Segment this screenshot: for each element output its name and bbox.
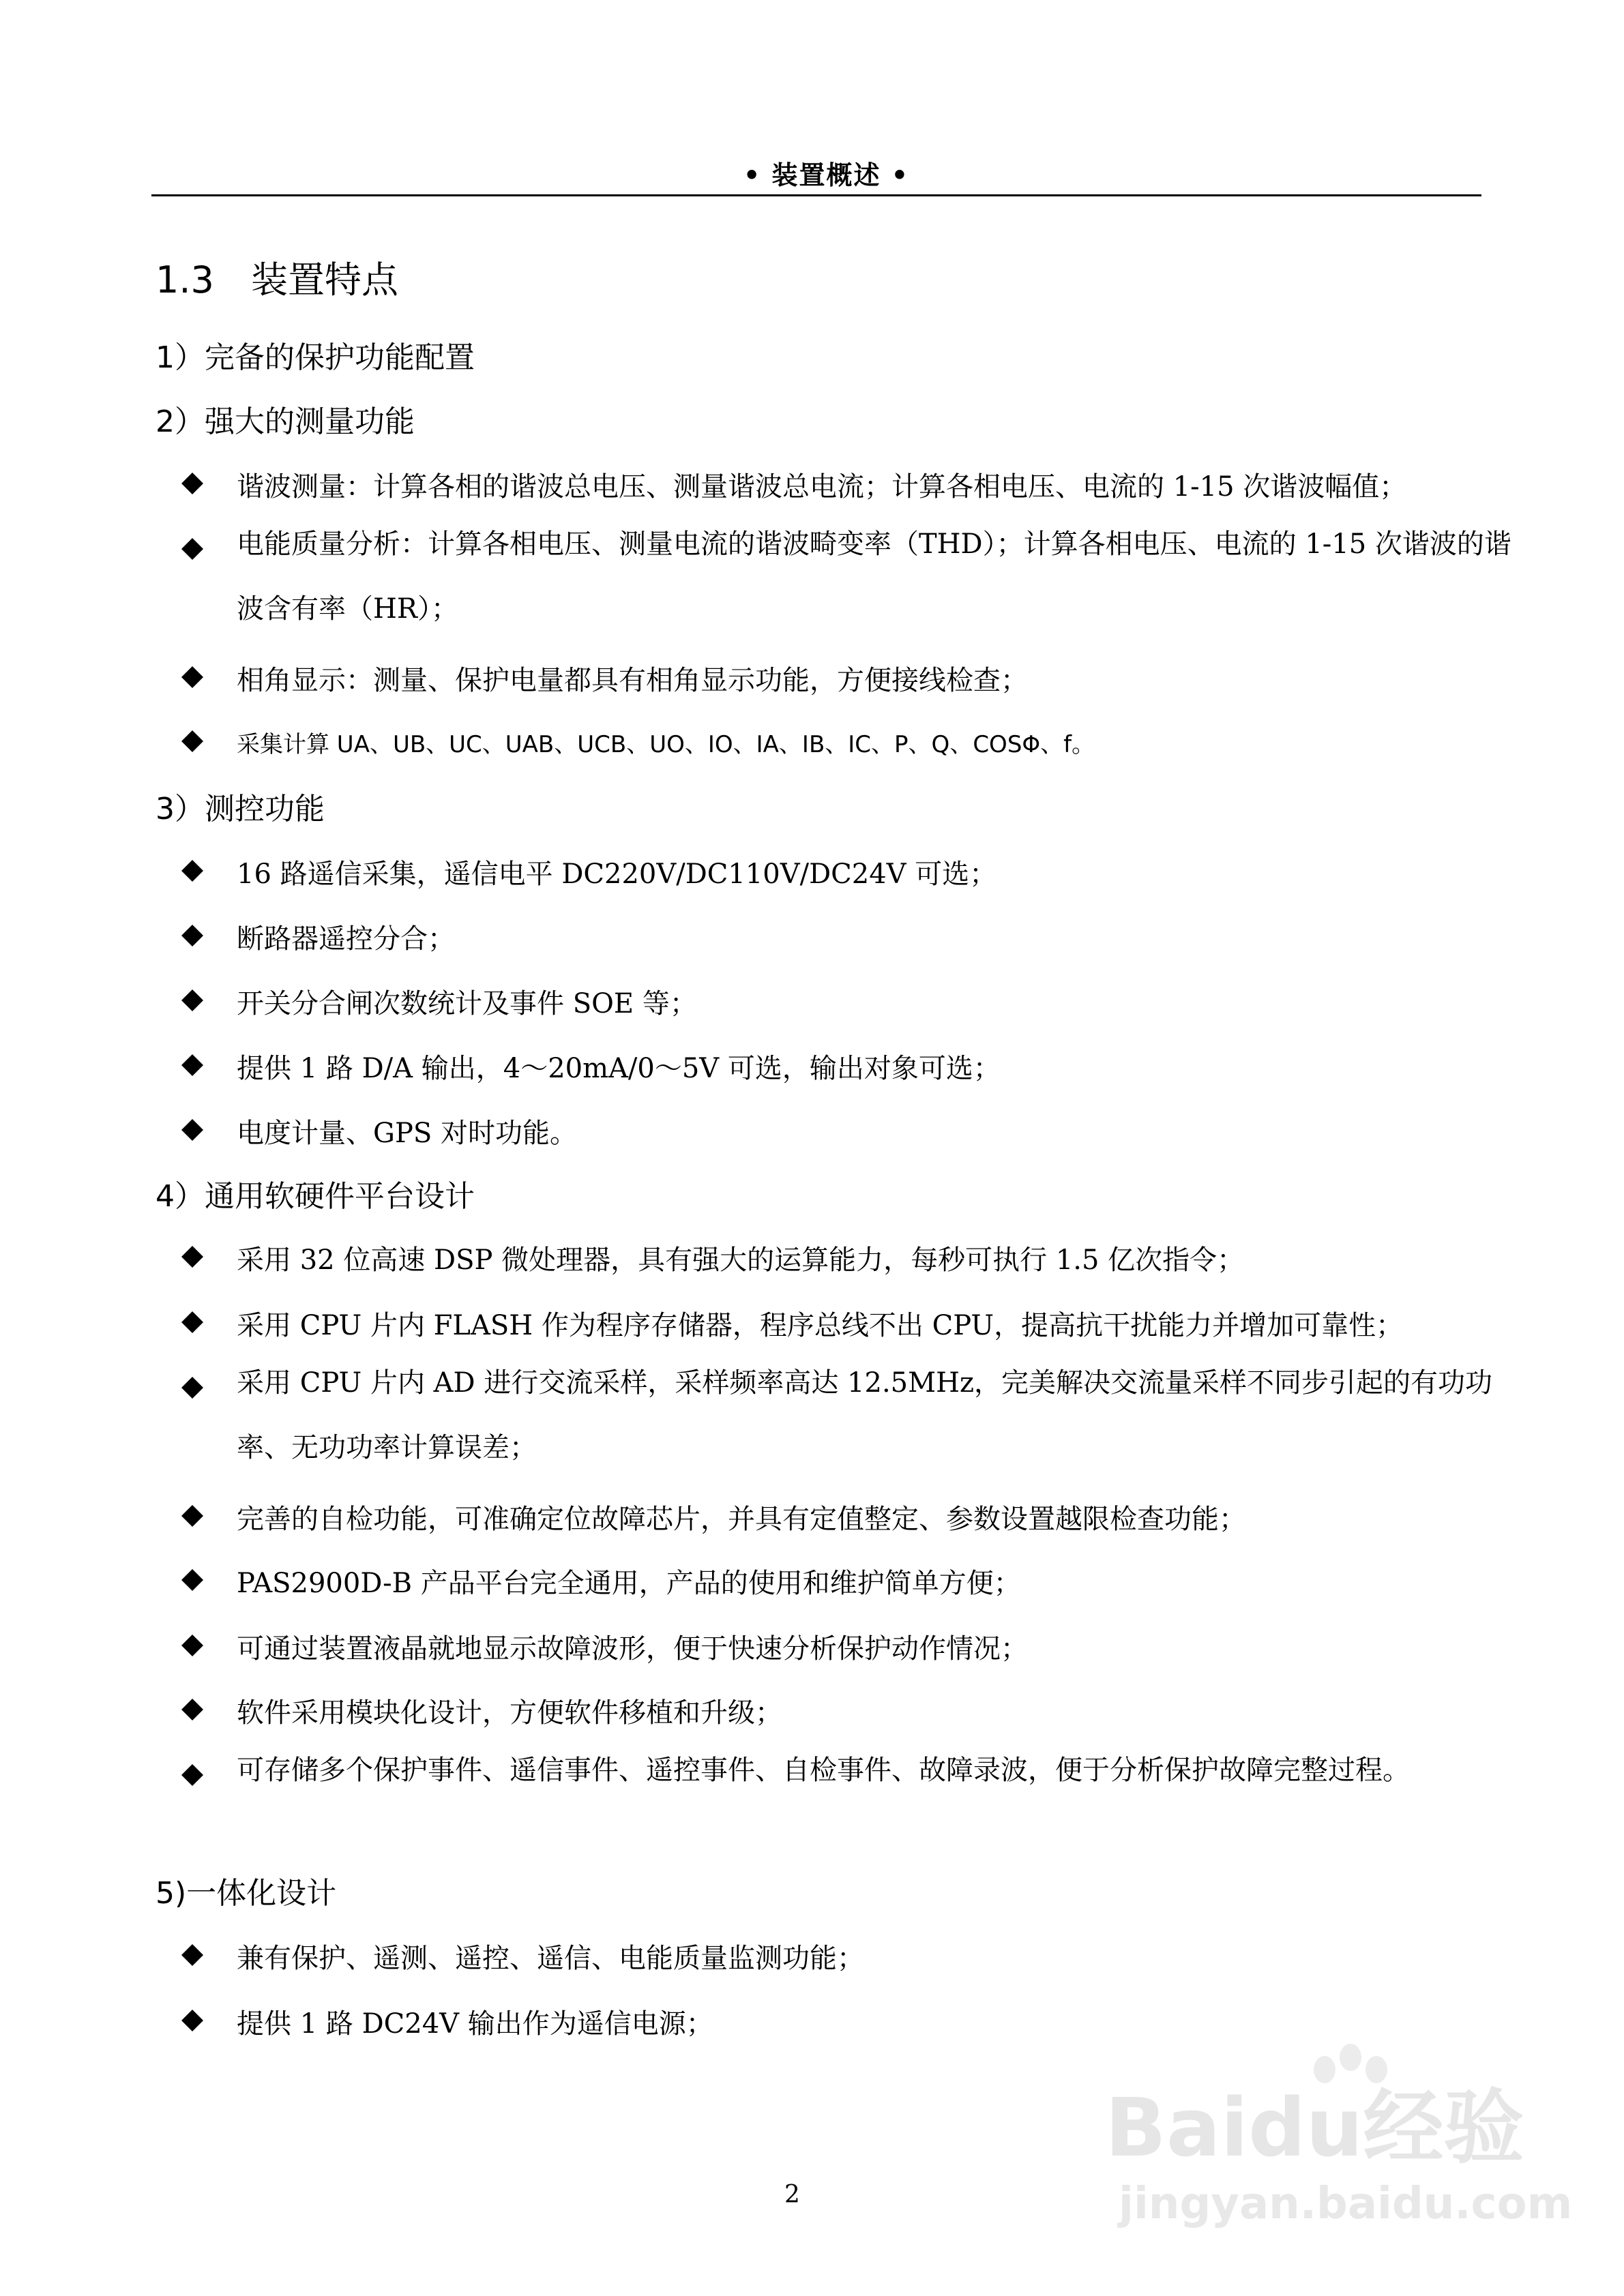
bullet-diamond-icon <box>181 1634 204 1657</box>
list-item-text: 开关分合闸次数统计及事件 SOE 等； <box>237 988 697 1019</box>
list-item-text: 采用 CPU 片内 AD 进行交流采样，采样频率高达 12.5MHz，完美解决交流量采样不同步引起的有功功率、无功功率计算误差； <box>237 1367 1493 1463</box>
section-title <box>156 251 398 303</box>
bullet-diamond-icon <box>181 2009 204 2032</box>
section-number: 1.3 <box>156 258 214 301</box>
list-item-text: 断路器遥控分合； <box>237 923 455 955</box>
baidu-watermark <box>1105 2042 1576 2267</box>
list-item-text: 采用 32 位高速 DSP 微处理器，具有强大的运算能力，每秒可执行 1.5 亿次指令； <box>237 1244 1245 1276</box>
bullet-diamond-icon <box>181 1118 204 1142</box>
heading-measurement: 2）强大的测量功能 <box>156 404 415 439</box>
heading-integration: 5)一体化设计 <box>156 1876 337 1911</box>
bullet-diamond-icon <box>181 1311 204 1334</box>
bullet-diamond-icon <box>181 989 204 1012</box>
watermark-logo: Baidu经验 <box>1105 2081 1524 2175</box>
list-item-text: 采集计算 UA、UB、UC、UAB、UCB、UO、IO、IA、IB、IC、P、Q、COSΦ、f。 <box>237 731 1095 758</box>
list-item-text: 16 路遥信采集，遥信电平 DC220V/DC110V/DC24V 可选； <box>237 859 997 890</box>
page-number: 2 <box>784 2181 800 2209</box>
list-item-text: 电能质量分析：计算各相电压、测量电流的谐波畸变率（THD）；计算各相电压、电流的 1-15 次谐波的谐波含有率（HR）； <box>237 528 1511 625</box>
list-item-text: 软件采用模块化设计，方便软件移植和升级； <box>237 1697 782 1729</box>
bullet-diamond-icon <box>181 1054 204 1077</box>
list-item-text: PAS2900D-B 产品平台完全通用，产品的使用和维护简单方便； <box>237 1568 1021 1599</box>
watermark-url: jingyan.baidu.com <box>1119 2179 1573 2229</box>
list-item-text: 兼有保护、遥测、遥控、遥信、电能质量监测功能； <box>237 1943 864 1974</box>
bullet-diamond-icon <box>181 666 204 689</box>
list-item-text: 可存储多个保护事件、遥信事件、遥控事件、自检事件、故障录波，便于分析保护故障完整过程。 <box>237 1755 1410 1786</box>
bullet-diamond-icon <box>181 537 204 561</box>
bullet-diamond-icon <box>181 1763 204 1787</box>
section-title-text: 装置特点 <box>251 258 398 301</box>
list-item-text: 完善的自检功能，可准确定位故障芯片，并具有定值整定、参数设置越限检查功能； <box>237 1504 1246 1535</box>
bullet-diamond-icon <box>181 1568 204 1592</box>
header-rule <box>151 194 1481 196</box>
running-header: • 装置概述 • <box>743 160 910 190</box>
list-item-text: 相角显示：测量、保护电量都具有相角显示功能，方便接线检查； <box>237 665 1028 696</box>
bullet-diamond-icon <box>181 730 204 753</box>
list-item-text: 电度计量、GPS 对时功能。 <box>237 1118 577 1149</box>
heading-control: 3）测控功能 <box>156 792 325 826</box>
list-item-text: 提供 1 路 DC24V 输出作为遥信电源； <box>237 2008 713 2040</box>
bullet-diamond-icon <box>181 1943 204 1967</box>
list-item-text: 可通过装置液晶就地显示故障波形，便于快速分析保护动作情况； <box>237 1633 1028 1665</box>
heading-platform: 4）通用软硬件平台设计 <box>156 1179 475 1214</box>
list-item-text: 谐波测量：计算各相的谐波总电压、测量谐波总电流；计算各相电压、电流的 1-15 次谐波幅值； <box>237 471 1407 503</box>
bullet-diamond-icon <box>181 472 204 495</box>
list-item-text: 采用 CPU 片内 FLASH 作为程序存储器，程序总线不出 CPU，提高抗干扰能力并增加可靠性； <box>237 1310 1404 1341</box>
heading-protection: 1）完备的保护功能配置 <box>156 340 475 375</box>
bullet-diamond-icon <box>181 1245 204 1268</box>
bullet-diamond-icon <box>181 1698 204 1721</box>
list-item-text: 提供 1 路 D/A 输出，4～20mA/0～5V 可选，输出对象可选； <box>237 1053 1001 1084</box>
bullet-diamond-icon <box>181 1504 204 1527</box>
bullet-diamond-icon <box>181 859 204 882</box>
bullet-diamond-icon <box>181 924 204 947</box>
bullet-diamond-icon <box>181 1376 204 1399</box>
